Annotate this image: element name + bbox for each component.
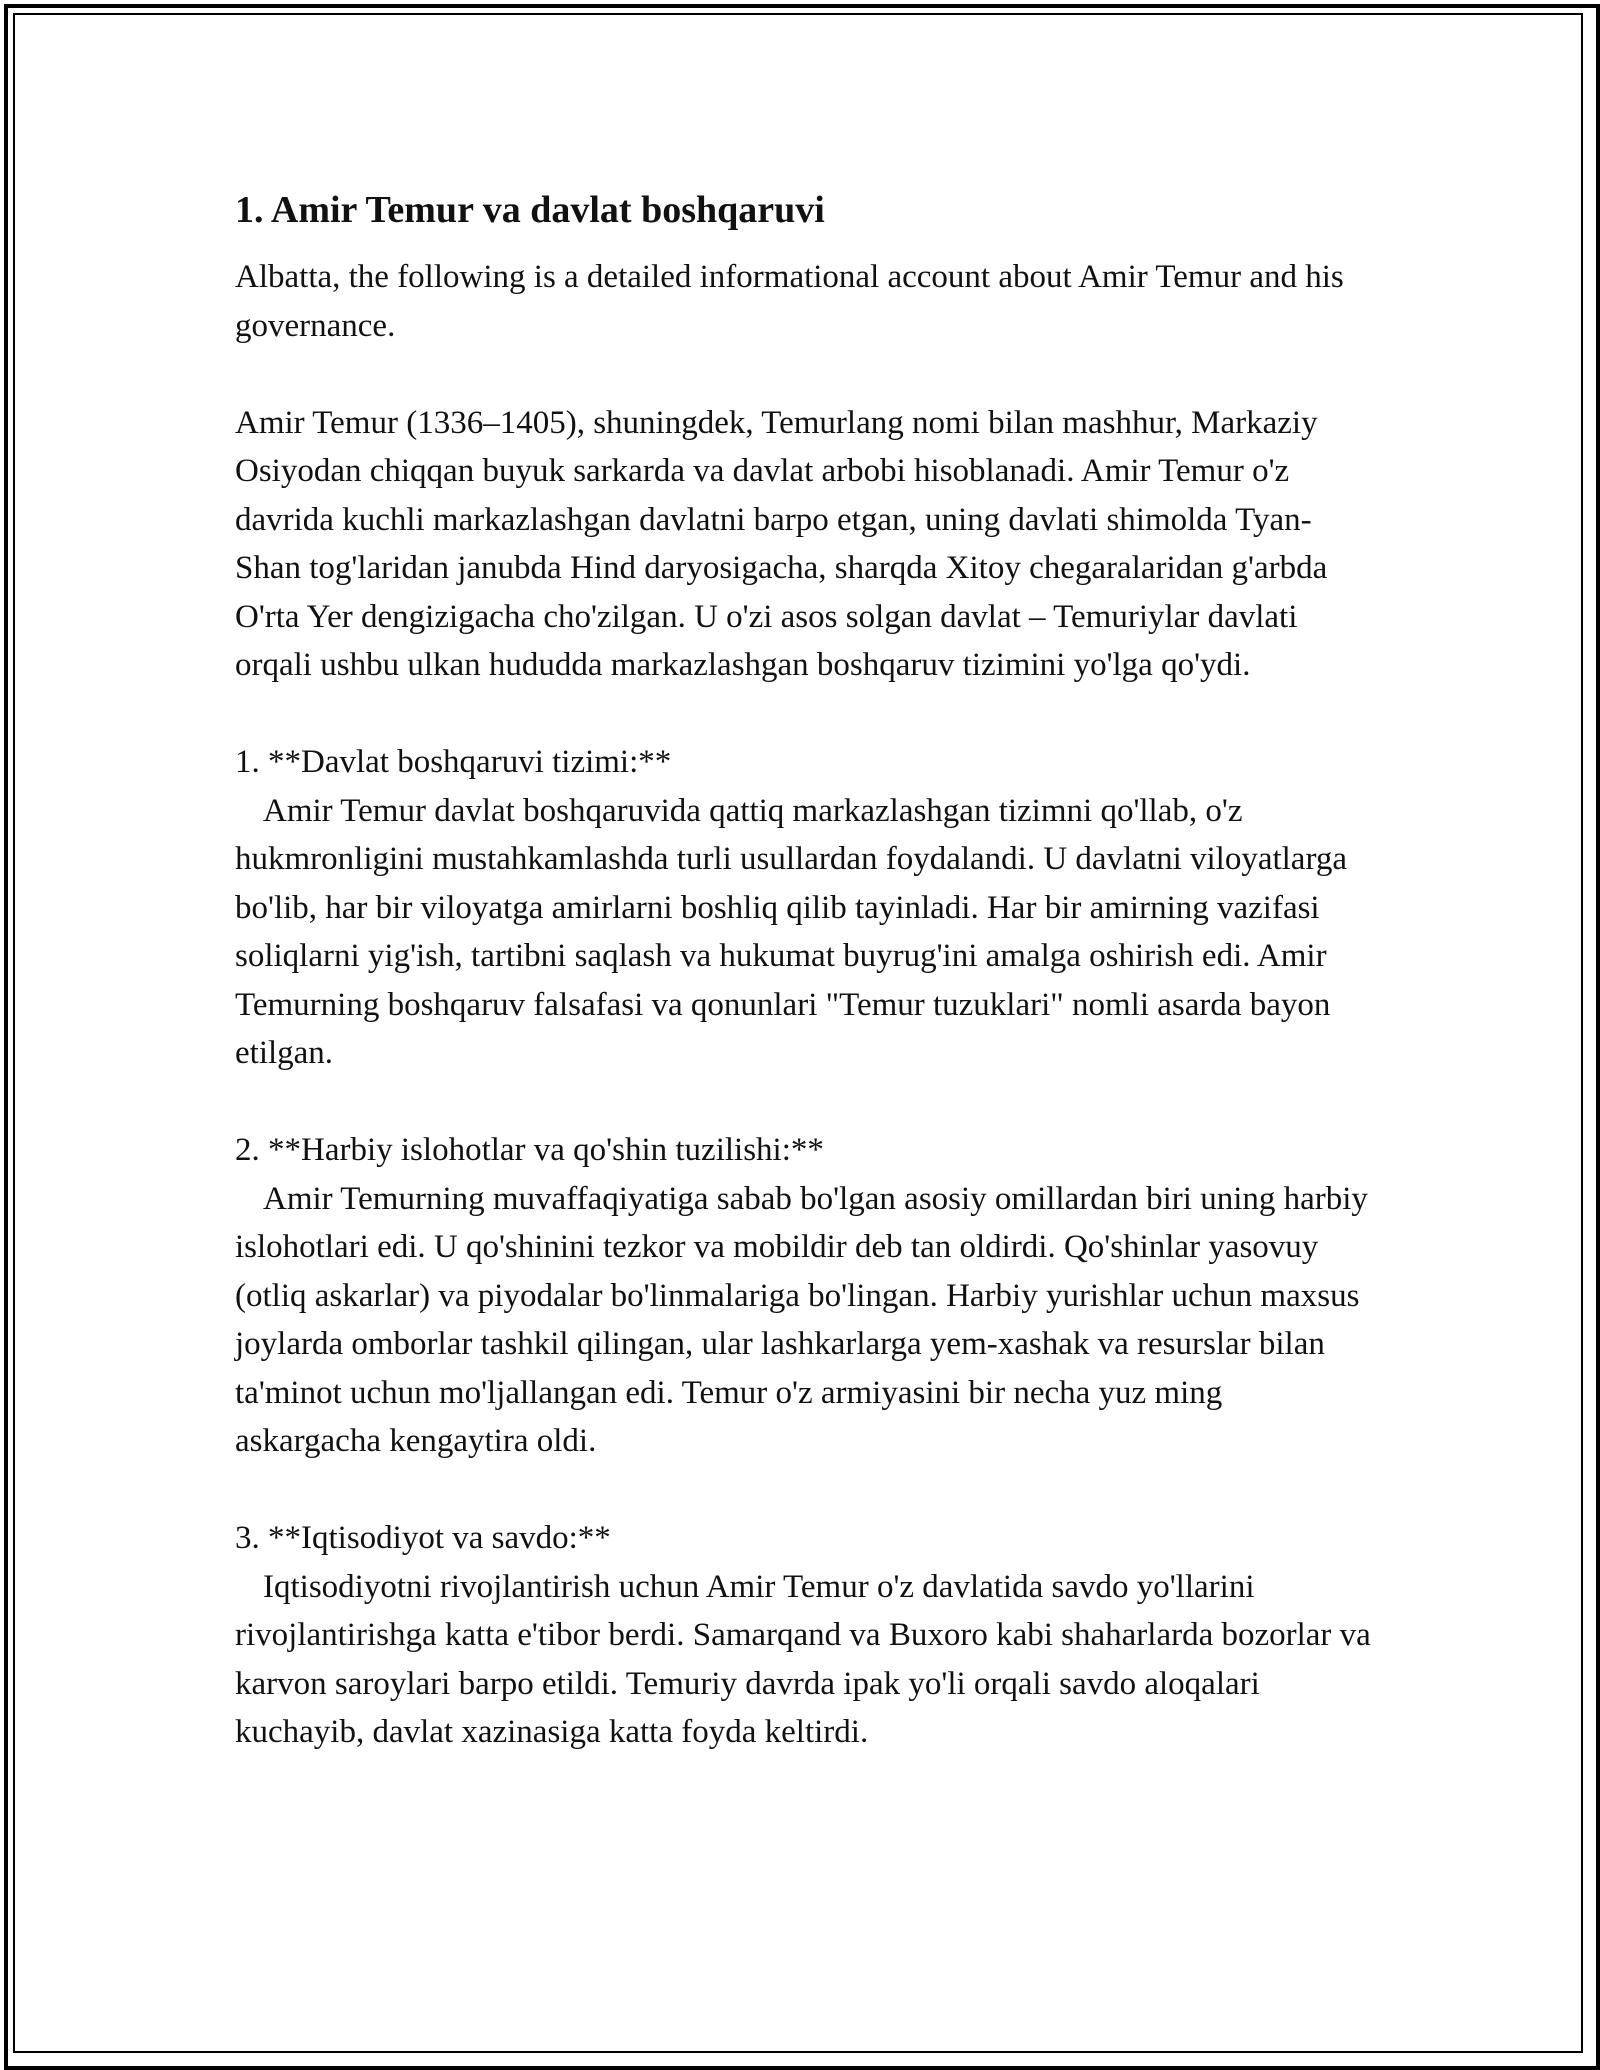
section-title-2: 2. **Harbiy islohotlar va qo'shin tuzilishi:** [235,1132,824,1168]
paragraph-gap [235,1466,1375,1515]
intro-paragraph: Albatta, the following is a detailed informational account about Amir Temur and his governance. [235,259,1344,344]
section-title-1: 1. **Davlat boshqaruvi tizimi:** [235,744,672,780]
document-body [235,185,1375,1757]
paragraph-gap [235,1078,1375,1127]
section-body-text-3: Iqtisodiyotni rivojlantirish uchun Amir Temur o'z davlatida savdo yo'llarini rivojlantirishga katta e'tibor berdi. Samarqand va Buxoro kabi shaharlarda bozorlar va karvon saroylari barpo etildi. Temuriy davrda ipak yo'li orqali savdo aloqalari kuchayib, davlat xazinasiga katta foyda keltirdi. [235,1568,1371,1750]
section-title-3: 3. **Iqtisodiyot va savdo:** [235,1520,611,1556]
paragraph-gap [235,350,1375,399]
document-heading: 1. Amir Temur va davlat boshqaruvi [235,189,825,231]
section-body-2 [235,1175,1375,1466]
section-body-1 [235,787,1375,1078]
section-body-text-1: Amir Temur davlat boshqaruvida qattiq markazlashgan tizimni qo'llab, o'z hukmronligini mustahkamlashda turli usullardan foydalandi. U davlatni viloyatlarga bo'lib, har bir viloyatga amirlarni boshliq qilib tayinladi. Har bir amirning vazifasi soliqlarni yig'ish, tartibni saqlash va hukumat buyrug'ini amalga oshirish edi. Amir Temurning boshqaruv falsafasi va qonunlari "Temur tuzuklari" nomli asarda bayon etilgan. [235,792,1347,1071]
paragraph-gap [235,690,1375,739]
section-body-3 [235,1563,1375,1757]
overview-paragraph: Amir Temur (1336–1405), shuningdek, Temurlang nomi bilan mashhur, Markaziy Osiyodan chiqqan buyuk sarkarda va davlat arbobi hisoblanadi. Amir Temur o'z davrida kuchli markazlashgan davlatni barpo etgan, uning davlati shimolda Tyan-Shan tog'laridan janubda Hind daryosigacha, sharqda Xitoy chegaralaridan g'arbda O'rta Yer dengizigacha cho'zilgan. U o'zi asos solgan davlat – Temuriylar davlati orqali ushbu ulkan hududda markazlashgan boshqaruv tizimini yo'lga qo'ydi. [235,404,1328,683]
section-body-text-2: Amir Temurning muvaffaqiyatiga sabab bo'lgan asosiy omillardan biri uning harbiy islohotlari edi. U qo'shinini tezkor va mobildir deb tan oldirdi. Qo'shinlar yasovuy (otliq askarlar) va piyodalar bo'linmalariga bo'lingan. Harbiy yurishlar uchun maxsus joylarda omborlar tashkil qilingan, ular lashkarlarga yem-xashak va resurslar bilan ta'minot uchun mo'ljallangan edi. Temur o'z armiyasini bir necha yuz ming askargacha kengaytira oldi. [235,1180,1368,1459]
